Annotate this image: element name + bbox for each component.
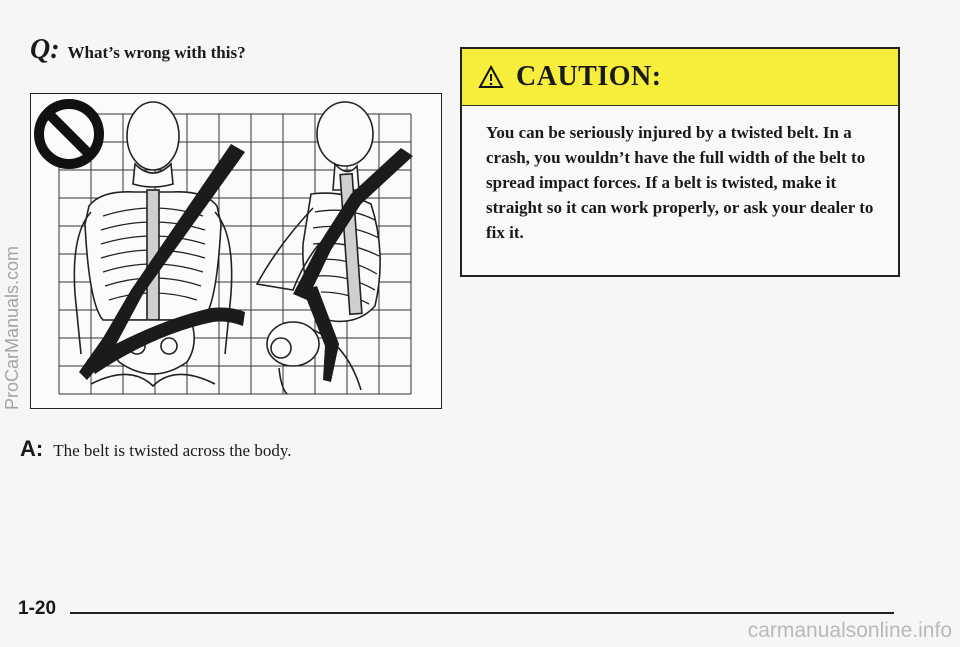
caution-header (462, 49, 898, 106)
answer-text: The belt is twisted across the body. (53, 441, 292, 460)
caution-text: You can be seriously injured by a twisted belt. In a crash, you wouldn’t have the full width of the belt to spread impact forces. If a belt is twisted, make it straight so it can work properly, or ask your dealer to fix it. (486, 123, 874, 242)
watermark-bottom: carmanualsonline.info (747, 619, 952, 642)
question-line (30, 34, 246, 66)
watermark-left: ProCarManuals.com (2, 245, 22, 410)
question-mark: Q: (30, 34, 60, 65)
footer-rule (70, 612, 894, 614)
answer-mark: A: (20, 436, 44, 461)
twisted-belt-illustration (30, 93, 442, 409)
warning-triangle-icon (478, 65, 504, 89)
caution-box (460, 47, 900, 277)
prohibition-icon (39, 104, 99, 164)
answer-line (20, 436, 291, 462)
page-number: 1-20 (18, 598, 57, 619)
caution-title: CAUTION: (516, 61, 662, 92)
question-text: What’s wrong with this? (67, 43, 246, 62)
